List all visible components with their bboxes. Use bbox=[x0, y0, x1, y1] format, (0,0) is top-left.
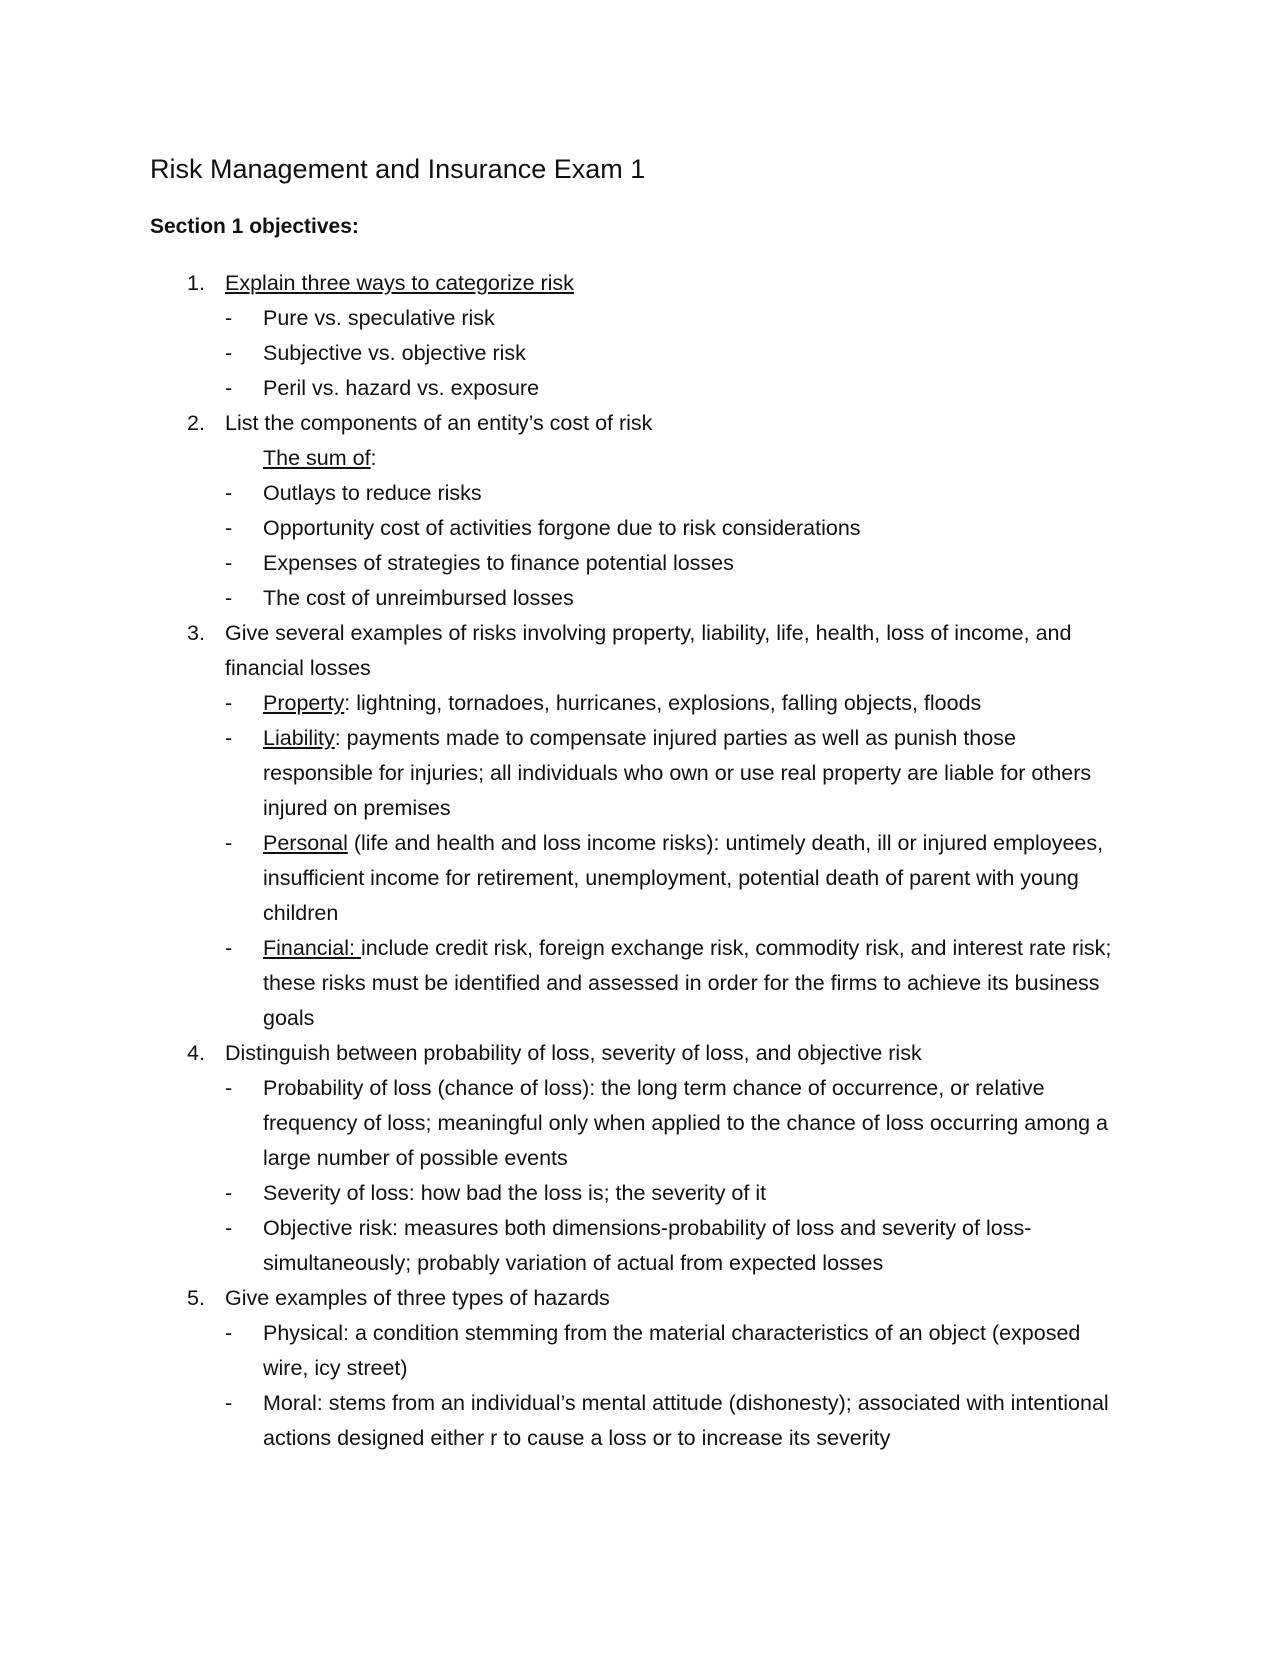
sub-list bbox=[225, 1316, 1130, 1456]
list-item-text: Peril vs. hazard vs. exposure bbox=[263, 376, 540, 400]
list-item bbox=[225, 336, 1130, 371]
list-item bbox=[225, 1176, 1130, 1211]
dash-bullet: - bbox=[225, 726, 233, 750]
list-item-text: Opportunity cost of activities forgone due to risk considerations bbox=[263, 516, 861, 540]
objective-text: Explain three ways to categorize risk bbox=[225, 271, 574, 295]
list-item-text: The cost of unreimbursed losses bbox=[263, 586, 574, 610]
list-item-text: Subjective vs. objective risk bbox=[263, 341, 526, 365]
dash-bullet: - bbox=[225, 1391, 233, 1415]
sub-list bbox=[225, 476, 1130, 616]
list-item-text: (life and health and loss income risks): untimely death, ill or injured employees, insufficient income for retirement, unemployment, potential death of parent with young children bbox=[263, 831, 1104, 925]
list-item bbox=[225, 301, 1130, 336]
objective-number: 1. bbox=[187, 271, 205, 295]
dash-bullet: - bbox=[225, 936, 233, 960]
dash-bullet: - bbox=[225, 1216, 233, 1240]
list-item bbox=[225, 1386, 1130, 1456]
objective-item bbox=[150, 1036, 1130, 1281]
objective-number: 2. bbox=[187, 411, 205, 435]
dash-bullet: - bbox=[225, 341, 233, 365]
objective-number: 4. bbox=[187, 1041, 205, 1065]
dash-bullet: - bbox=[225, 1076, 233, 1100]
dash-bullet: - bbox=[225, 306, 233, 330]
objective-item bbox=[150, 266, 1130, 406]
sum-intro-label: The sum of bbox=[263, 446, 371, 470]
list-item bbox=[225, 476, 1130, 511]
dash-bullet: - bbox=[225, 586, 233, 610]
section-heading: Section 1 objectives: bbox=[150, 215, 359, 238]
objective-text: Distinguish between probability of loss, severity of loss, and objective risk bbox=[225, 1041, 922, 1065]
list-item-text: Severity of loss: how bad the loss is; the severity of it bbox=[263, 1181, 767, 1205]
list-item bbox=[225, 511, 1130, 546]
list-item-label: Financial: bbox=[263, 936, 361, 960]
list-item-text: include credit risk, foreign exchange risk, commodity risk, and interest rate risk; these risks must be identified and assessed in order for the firms to achieve its business goals bbox=[263, 936, 1112, 1030]
objective-item bbox=[150, 1281, 1130, 1456]
objective-text: Give examples of three types of hazards bbox=[225, 1286, 610, 1310]
dash-bullet: - bbox=[225, 1181, 233, 1205]
list-item bbox=[225, 371, 1130, 406]
list-item bbox=[225, 931, 1130, 1036]
dash-bullet: - bbox=[225, 1321, 233, 1345]
dash-bullet: - bbox=[225, 551, 233, 575]
objectives-list bbox=[150, 266, 1130, 1456]
dash-bullet: - bbox=[225, 376, 233, 400]
list-item-text: : lightning, tornadoes, hurricanes, explosions, falling objects, floods bbox=[344, 691, 982, 715]
list-item-text: Physical: a condition stemming from the material characteristics of an object (exposed wire, icy street) bbox=[263, 1321, 1081, 1380]
list-item-text: Outlays to reduce risks bbox=[263, 481, 482, 505]
list-item bbox=[225, 686, 1130, 721]
list-item bbox=[225, 581, 1130, 616]
list-item-text: : payments made to compensate injured parties as well as punish those responsible for injuries; all individuals who own or use real property are liable for others injured on premises bbox=[263, 726, 1092, 820]
list-item-text: Expenses of strategies to finance potential losses bbox=[263, 551, 734, 575]
dash-bullet: - bbox=[225, 516, 233, 540]
list-item-text: Moral: stems from an individual’s mental attitude (dishonesty); associated with intentional actions designed either r to cause a loss or to increase its severity bbox=[263, 1391, 1109, 1450]
dash-bullet: - bbox=[225, 691, 233, 715]
objective-number: 5. bbox=[187, 1286, 205, 1310]
objective-text: Give several examples of risks involving property, liability, life, health, loss of income, and financial losses bbox=[225, 621, 1072, 680]
list-item-label: Property bbox=[263, 691, 345, 715]
sub-list bbox=[225, 301, 1130, 406]
objective-number: 3. bbox=[187, 621, 205, 645]
list-item-text: Objective risk: measures both dimensions-probability of loss and severity of loss-simultaneously; probably variation of actual from expected losses bbox=[263, 1216, 1032, 1275]
list-item bbox=[225, 1211, 1130, 1281]
list-item-text: Pure vs. speculative risk bbox=[263, 306, 495, 330]
list-item bbox=[225, 1316, 1130, 1386]
dash-bullet: - bbox=[225, 481, 233, 505]
dash-bullet: - bbox=[225, 831, 233, 855]
list-item-label: Personal bbox=[263, 831, 348, 855]
list-item bbox=[225, 546, 1130, 581]
list-item bbox=[225, 826, 1130, 931]
objective-text: List the components of an entity’s cost of risk bbox=[225, 411, 653, 435]
sub-list bbox=[225, 1071, 1130, 1281]
sum-intro bbox=[225, 441, 1130, 476]
list-item bbox=[225, 721, 1130, 826]
list-item bbox=[225, 1071, 1130, 1176]
document-title: Risk Management and Insurance Exam 1 bbox=[150, 154, 646, 184]
list-item-text: Probability of loss (chance of loss): the long term chance of occurrence, or relative frequency of loss; meaningful only when applied to the chance of loss occurring among a large number of possible events bbox=[263, 1076, 1108, 1170]
sum-intro-suffix: : bbox=[370, 446, 377, 470]
objective-item bbox=[150, 406, 1130, 616]
list-item-label: Liability bbox=[263, 726, 335, 750]
objective-item bbox=[150, 616, 1130, 1036]
sub-list bbox=[225, 686, 1130, 1036]
